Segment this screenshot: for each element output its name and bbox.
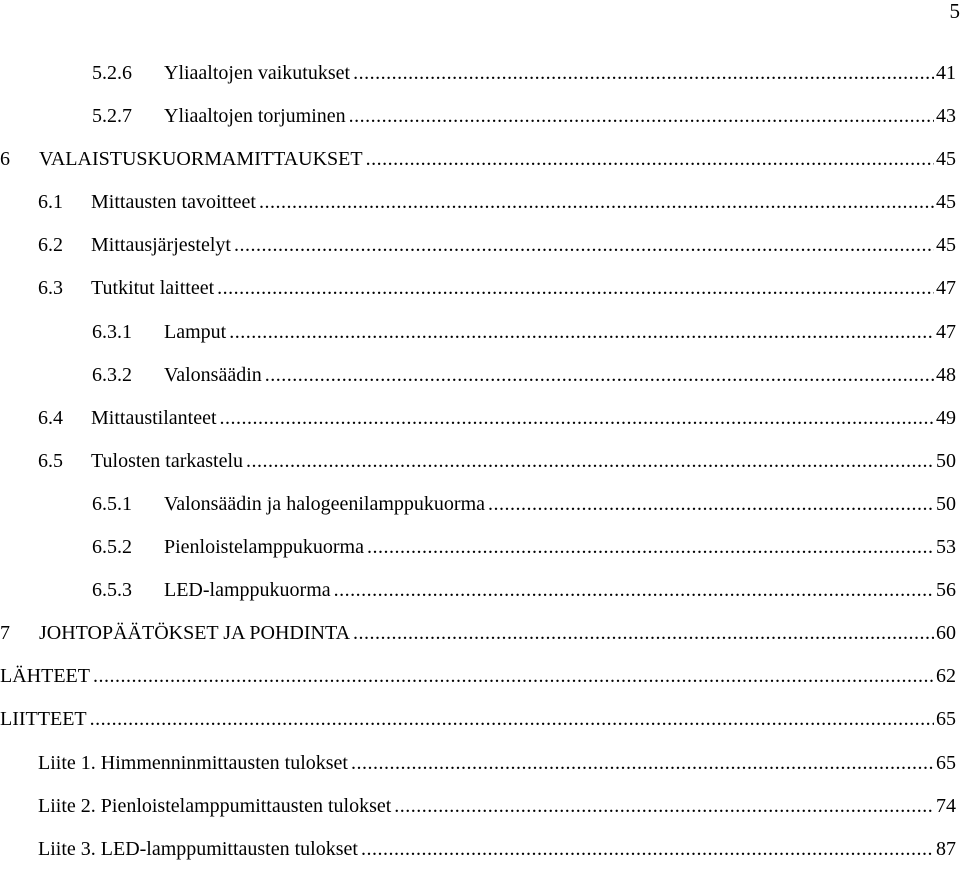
toc-entry-page: 50 bbox=[934, 483, 956, 526]
toc-entry-number: 5.2.6 bbox=[92, 52, 164, 95]
toc-entry[interactable] bbox=[0, 95, 956, 138]
toc-entry-number: 6.5.2 bbox=[92, 526, 164, 569]
dot-leader bbox=[229, 311, 934, 354]
dot-leader bbox=[394, 785, 934, 828]
toc-entry-page: 65 bbox=[934, 742, 956, 785]
dot-leader bbox=[93, 655, 934, 698]
dot-leader bbox=[351, 742, 934, 785]
toc-entry-title: Mittaustilanteet bbox=[91, 397, 220, 440]
dot-leader bbox=[220, 397, 934, 440]
toc-entry-number: 6.1 bbox=[38, 181, 91, 224]
toc-entry-page: 47 bbox=[934, 267, 956, 310]
dot-leader bbox=[259, 181, 934, 224]
toc-entry-number: 7 bbox=[0, 612, 39, 655]
toc-entry-number: 6.4 bbox=[38, 397, 91, 440]
toc-entry-title: Liite 2. Pienloistelamppumittausten tulokset bbox=[38, 785, 394, 828]
toc-entry-page: 60 bbox=[934, 612, 956, 655]
toc-entry-page: 43 bbox=[934, 95, 956, 138]
toc-entry-title: Tulosten tarkastelu bbox=[91, 440, 246, 483]
toc-entry-page: 56 bbox=[934, 569, 956, 612]
toc-entry-page: 45 bbox=[934, 138, 956, 181]
toc-entry-title: Liite 1. Himmenninmittausten tulokset bbox=[38, 742, 351, 785]
toc-entry-page: 45 bbox=[934, 181, 956, 224]
toc-entry-page: 45 bbox=[934, 224, 956, 267]
dot-leader bbox=[246, 440, 934, 483]
toc-entry-title: Yliaaltojen torjuminen bbox=[164, 95, 349, 138]
dot-leader bbox=[234, 224, 934, 267]
toc-entry-number: 6.3.2 bbox=[92, 354, 164, 397]
toc-entry-page: 65 bbox=[934, 698, 956, 741]
toc-entry-number: 6.5.3 bbox=[92, 569, 164, 612]
toc-entry-page: 62 bbox=[934, 655, 956, 698]
toc-entry[interactable] bbox=[0, 828, 956, 871]
toc-entry-page: 53 bbox=[934, 526, 956, 569]
toc-entry[interactable] bbox=[0, 397, 956, 440]
toc-entry-title: LIITTEET bbox=[0, 698, 90, 741]
toc-entry-page: 41 bbox=[934, 52, 956, 95]
dot-leader bbox=[90, 698, 934, 741]
toc-entry[interactable] bbox=[0, 267, 956, 310]
toc-entry-number: 5.2.7 bbox=[92, 95, 164, 138]
toc-entry-title: Valonsäädin ja halogeenilamppukuorma bbox=[164, 483, 488, 526]
toc-entry-title: VALAISTUSKUORMAMITTAUKSET bbox=[39, 138, 366, 181]
toc-entry-number: 6.2 bbox=[38, 224, 91, 267]
toc-entry-title: Valonsäädin bbox=[164, 354, 265, 397]
toc-entry-page: 47 bbox=[934, 311, 956, 354]
page-number: 5 bbox=[950, 0, 960, 23]
toc-entry[interactable] bbox=[0, 785, 956, 828]
toc-entry-page: 50 bbox=[934, 440, 956, 483]
toc-entry[interactable] bbox=[0, 612, 956, 655]
dot-leader bbox=[367, 526, 934, 569]
toc-entry-page: 87 bbox=[934, 828, 956, 871]
toc-entry[interactable] bbox=[0, 569, 956, 612]
dot-leader bbox=[334, 569, 934, 612]
toc-entry-title: Liite 3. LED-lamppumittausten tulokset bbox=[38, 828, 361, 871]
dot-leader bbox=[361, 828, 934, 871]
toc-entry-number: 6.5.1 bbox=[92, 483, 164, 526]
toc-entry[interactable] bbox=[0, 138, 956, 181]
table-of-contents bbox=[0, 52, 956, 871]
dot-leader bbox=[349, 95, 934, 138]
toc-entry-title: LÄHTEET bbox=[0, 655, 93, 698]
dot-leader bbox=[217, 267, 934, 310]
toc-entry[interactable] bbox=[0, 311, 956, 354]
toc-entry[interactable] bbox=[0, 440, 956, 483]
toc-entry[interactable] bbox=[0, 52, 956, 95]
toc-entry[interactable] bbox=[0, 181, 956, 224]
toc-entry[interactable] bbox=[0, 655, 956, 698]
dot-leader bbox=[353, 52, 934, 95]
toc-entry-title: Mittausjärjestelyt bbox=[91, 224, 234, 267]
toc-entry[interactable] bbox=[0, 224, 956, 267]
dot-leader bbox=[366, 138, 934, 181]
dot-leader bbox=[265, 354, 934, 397]
toc-entry-number: 6.3.1 bbox=[92, 311, 164, 354]
toc-entry-number: 6.3 bbox=[38, 267, 91, 310]
toc-entry-title: Tutkitut laitteet bbox=[91, 267, 217, 310]
toc-entry[interactable] bbox=[0, 526, 956, 569]
toc-entry[interactable] bbox=[0, 742, 956, 785]
toc-entry[interactable] bbox=[0, 354, 956, 397]
toc-entry-page: 48 bbox=[934, 354, 956, 397]
dot-leader bbox=[488, 483, 934, 526]
toc-entry-title: LED-lamppukuorma bbox=[164, 569, 334, 612]
toc-entry-title: Yliaaltojen vaikutukset bbox=[164, 52, 353, 95]
toc-entry-number: 6.5 bbox=[38, 440, 91, 483]
toc-entry-title: Mittausten tavoitteet bbox=[91, 181, 259, 224]
toc-entry[interactable] bbox=[0, 483, 956, 526]
dot-leader bbox=[353, 612, 934, 655]
toc-entry-title: Pienloistelamppukuorma bbox=[164, 526, 367, 569]
toc-entry-title: JOHTOPÄÄTÖKSET JA POHDINTA bbox=[39, 612, 353, 655]
toc-entry-title: Lamput bbox=[164, 311, 229, 354]
toc-entry-number: 6 bbox=[0, 138, 39, 181]
toc-entry-page: 74 bbox=[934, 785, 956, 828]
toc-entry[interactable] bbox=[0, 698, 956, 741]
toc-entry-page: 49 bbox=[934, 397, 956, 440]
